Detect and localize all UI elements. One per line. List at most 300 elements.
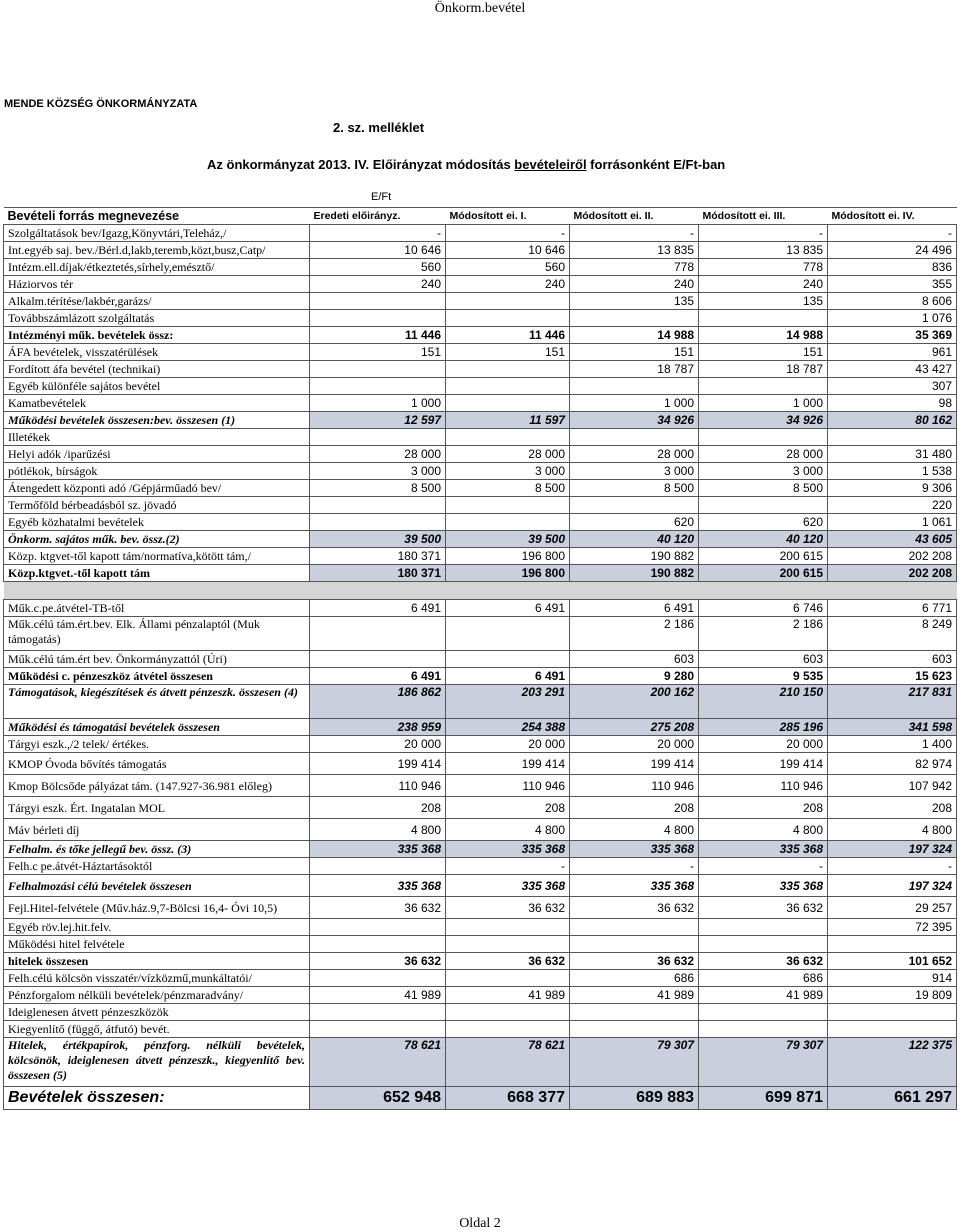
row-value-col5: 217 831 [828, 685, 957, 719]
row-value-col3: 9 280 [570, 668, 699, 685]
row-value-col3: 275 208 [570, 719, 699, 736]
row-value-col4: 4 800 [699, 819, 828, 841]
row-value-col5: 43 427 [828, 361, 957, 378]
row-value-col3 [570, 310, 699, 327]
row-label: Működési hitel felvétele [4, 936, 310, 953]
table-row [4, 242, 957, 259]
title-suffix: forrásonként E/Ft-ban [586, 157, 726, 172]
row-value-col3: 28 000 [570, 446, 699, 463]
table-row [4, 344, 957, 361]
row-value-col3: 778 [570, 259, 699, 276]
row-value-col3 [570, 378, 699, 395]
row-value-col2 [446, 378, 570, 395]
row-value-col5: 1 076 [828, 310, 957, 327]
row-value-col3: 40 120 [570, 531, 699, 548]
row-value-col2: 39 500 [446, 531, 570, 548]
row-value-col4: 200 615 [699, 565, 828, 582]
row-label: Fordított áfa bevétel (technikai) [4, 361, 310, 378]
table-row [4, 531, 957, 548]
row-value-col5: 202 208 [828, 565, 957, 582]
row-value-col1: 12 597 [310, 412, 446, 429]
row-label: Kiegyenlítő (függő, átfutó) bevét. [4, 1021, 310, 1038]
row-value-col4: 210 150 [699, 685, 828, 719]
row-value-col2: 6 491 [446, 668, 570, 685]
row-value-col4: 36 632 [699, 897, 828, 919]
row-value-col2: 240 [446, 276, 570, 293]
row-value-col2: 254 388 [446, 719, 570, 736]
row-value-col1: 151 [310, 344, 446, 361]
table-row [4, 668, 957, 685]
row-value-col5: 208 [828, 797, 957, 819]
spacer-row [4, 582, 957, 600]
row-value-col3: 8 500 [570, 480, 699, 497]
row-value-col4: 34 926 [699, 412, 828, 429]
row-value-col1: 6 491 [310, 668, 446, 685]
row-value-col3: 3 000 [570, 463, 699, 480]
row-value-col2: 11 446 [446, 327, 570, 344]
row-value-col1: 335 368 [310, 875, 446, 897]
table-row [4, 446, 957, 463]
row-value-col2 [446, 936, 570, 953]
row-value-col2: 668 377 [446, 1087, 570, 1110]
col-header-source: Bevételi forrás megnevezése [4, 208, 310, 225]
row-value-col2 [446, 1004, 570, 1021]
row-value-col5: 15 623 [828, 668, 957, 685]
row-value-col4: 28 000 [699, 446, 828, 463]
row-value-col2 [446, 310, 570, 327]
row-value-col5: 355 [828, 276, 957, 293]
row-value-col3: 686 [570, 970, 699, 987]
table-row [4, 480, 957, 497]
row-value-col4: 335 368 [699, 841, 828, 858]
table-row [4, 310, 957, 327]
row-value-col5: 661 297 [828, 1087, 957, 1110]
row-value-col5: 836 [828, 259, 957, 276]
row-value-col2: 20 000 [446, 736, 570, 753]
table-row [4, 378, 957, 395]
row-value-col5: 220 [828, 497, 957, 514]
row-value-col1 [310, 617, 446, 651]
row-value-col5: 1 538 [828, 463, 957, 480]
table-row [4, 600, 957, 617]
row-label: Műk.c.pe.átvétel-TB-től [4, 600, 310, 617]
row-label: Intézm.ell.díjak/étkeztetés,sírhely,emésztő/ [4, 259, 310, 276]
row-value-col3: 135 [570, 293, 699, 310]
row-value-col4: 200 615 [699, 548, 828, 565]
row-label: Műk.célú tám.ért bev. Önkormányzattól (Úri) [4, 651, 310, 668]
row-value-col5: 961 [828, 344, 957, 361]
row-value-col1 [310, 858, 446, 875]
row-value-col3: 20 000 [570, 736, 699, 753]
row-value-col3: 2 186 [570, 617, 699, 651]
col-header-mod4: Módosított ei. IV. [828, 208, 957, 225]
row-label: KMOP Óvoda bővítés támogatás [4, 753, 310, 775]
row-value-col3: 190 882 [570, 565, 699, 582]
row-value-col5: 9 306 [828, 480, 957, 497]
row-value-col1 [310, 1021, 446, 1038]
row-value-col3: 240 [570, 276, 699, 293]
row-value-col2: 110 946 [446, 775, 570, 797]
row-value-col4: 9 535 [699, 668, 828, 685]
row-value-col1: 3 000 [310, 463, 446, 480]
row-value-col3: 110 946 [570, 775, 699, 797]
row-label: Alkalm.térítése/lakbér,garázs/ [4, 293, 310, 310]
spacer-cell [310, 582, 446, 600]
row-value-col4 [699, 429, 828, 446]
row-value-col1: 20 000 [310, 736, 446, 753]
row-value-col4: 240 [699, 276, 828, 293]
table-row [4, 1021, 957, 1038]
row-label: Tárgyi eszk.,/2 telek/ értékes. [4, 736, 310, 753]
row-value-col2: 199 414 [446, 753, 570, 775]
title-prefix: Az önkormányzat 2013. IV. Előirányzat módosítás [207, 157, 515, 172]
row-value-col1 [310, 361, 446, 378]
row-label: Egyéb közhatalmi bevételek [4, 514, 310, 531]
row-value-col4: 335 368 [699, 875, 828, 897]
row-label: Szolgáltatások bev/Igazg,Könyvtári,Teleház,/ [4, 225, 310, 242]
row-value-col2: 335 368 [446, 841, 570, 858]
table-row [4, 395, 957, 412]
table-row [4, 819, 957, 841]
row-value-col1: 180 371 [310, 548, 446, 565]
row-label: Hitelek, értékpapírok, pénzforg. nélküli bevételek, kölcsönök, ideiglenesen átvett pénzeszk., kiegyenlítő bev. összesen (5) [4, 1038, 310, 1087]
table-row [4, 1087, 957, 1110]
row-value-col2: 11 597 [446, 412, 570, 429]
annex-label: 2. sz. melléklet [333, 120, 425, 135]
revenue-table [3, 207, 957, 1110]
table-row [4, 953, 957, 970]
row-value-col4: - [699, 225, 828, 242]
col-header-mod2: Módosított ei. II. [570, 208, 699, 225]
row-value-col4: 199 414 [699, 753, 828, 775]
row-label: Közp.ktgvet.-től kapott tám [4, 565, 310, 582]
row-value-col5 [828, 1004, 957, 1021]
table-row [4, 841, 957, 858]
row-label: Felh.c pe.átvét-Háztartásoktól [4, 858, 310, 875]
row-value-col5 [828, 429, 957, 446]
table-row [4, 463, 957, 480]
row-value-col2: 208 [446, 797, 570, 819]
row-label: Önkorm. sajátos műk. bev. össz.(2) [4, 531, 310, 548]
row-value-col5: 307 [828, 378, 957, 395]
row-value-col4 [699, 310, 828, 327]
row-value-col4: 6 746 [699, 600, 828, 617]
row-value-col4 [699, 1004, 828, 1021]
row-label: Illetékek [4, 429, 310, 446]
row-value-col2 [446, 970, 570, 987]
row-value-col3: 36 632 [570, 897, 699, 919]
table-row [4, 797, 957, 819]
row-value-col3: 200 162 [570, 685, 699, 719]
table-row [4, 327, 957, 344]
row-label: Egyéb különféle sajátos bevétel [4, 378, 310, 395]
row-value-col4: 41 989 [699, 987, 828, 1004]
row-value-col5 [828, 936, 957, 953]
row-value-col3 [570, 936, 699, 953]
row-value-col2 [446, 361, 570, 378]
row-value-col5: 82 974 [828, 753, 957, 775]
row-value-col2: 10 646 [446, 242, 570, 259]
row-label: Működési és támogatási bevételek összesen [4, 719, 310, 736]
row-value-col4: 151 [699, 344, 828, 361]
row-value-col1: 10 646 [310, 242, 446, 259]
row-label: Átengedett központi adó /Gépjárműadó bev/ [4, 480, 310, 497]
row-value-col5: - [828, 858, 957, 875]
row-value-col2 [446, 1021, 570, 1038]
row-label: Bevételek összesen: [4, 1087, 310, 1110]
row-value-col3: 14 988 [570, 327, 699, 344]
table-row [4, 736, 957, 753]
row-value-col5: 341 598 [828, 719, 957, 736]
table-row [4, 775, 957, 797]
table-row [4, 225, 957, 242]
row-value-col4: 603 [699, 651, 828, 668]
row-value-col3: 13 835 [570, 242, 699, 259]
row-value-col5: - [828, 225, 957, 242]
row-value-col5: 4 800 [828, 819, 957, 841]
row-value-col3: 603 [570, 651, 699, 668]
row-value-col1: 28 000 [310, 446, 446, 463]
row-value-col1: 4 800 [310, 819, 446, 841]
row-value-col1: 560 [310, 259, 446, 276]
row-value-col4 [699, 497, 828, 514]
row-value-col4: 20 000 [699, 736, 828, 753]
row-label: Közp. ktgvet-től kapott tám/normatíva,kötött tám,/ [4, 548, 310, 565]
row-value-col5: 98 [828, 395, 957, 412]
col-header-original: Eredeti előirányz. [310, 208, 446, 225]
row-value-col5: 6 771 [828, 600, 957, 617]
row-value-col2: - [446, 858, 570, 875]
row-value-col3: 335 368 [570, 875, 699, 897]
row-label: Továbbszámlázott szolgáltatás [4, 310, 310, 327]
row-value-col1 [310, 514, 446, 531]
row-value-col3 [570, 1021, 699, 1038]
row-value-col2: 151 [446, 344, 570, 361]
row-value-col4: 1 000 [699, 395, 828, 412]
row-value-col5: 1 061 [828, 514, 957, 531]
row-value-col5: 107 942 [828, 775, 957, 797]
title-underlined: bevételeiről [514, 157, 587, 172]
row-label: Int.egyéb saj. bev./Bérl.d,lakb,teremb,közt,busz,Catp/ [4, 242, 310, 259]
row-value-col3: - [570, 858, 699, 875]
row-value-col4: 14 988 [699, 327, 828, 344]
row-label: Műk.célú tám.ért.bev. Elk. Állami pénzalaptól (Muk támogatás) [4, 617, 310, 651]
row-label: Működési bevételek összesen:bev. összesen (1) [4, 412, 310, 429]
row-value-col4: 135 [699, 293, 828, 310]
row-value-col2: 36 632 [446, 897, 570, 919]
row-value-col2: 335 368 [446, 875, 570, 897]
row-value-col4: 620 [699, 514, 828, 531]
row-value-col1: 36 632 [310, 953, 446, 970]
col-header-mod3: Módosított ei. III. [699, 208, 828, 225]
table-row [4, 565, 957, 582]
row-value-col1 [310, 1004, 446, 1021]
row-value-col2 [446, 497, 570, 514]
row-value-col4: 686 [699, 970, 828, 987]
row-value-col1: 238 959 [310, 719, 446, 736]
row-label: Felhalm. és tőke jellegű bev. össz. (3) [4, 841, 310, 858]
spacer-cell [828, 582, 957, 600]
row-value-col3: - [570, 225, 699, 242]
row-value-col3 [570, 1004, 699, 1021]
row-value-col4 [699, 936, 828, 953]
row-value-col1 [310, 497, 446, 514]
row-value-col1 [310, 936, 446, 953]
row-value-col3: 18 787 [570, 361, 699, 378]
table-row [4, 514, 957, 531]
row-value-col1: 199 414 [310, 753, 446, 775]
table-row [4, 617, 957, 651]
row-label: Helyi adók /iparűzési [4, 446, 310, 463]
row-value-col1 [310, 378, 446, 395]
row-value-col4 [699, 919, 828, 936]
spacer-cell [570, 582, 699, 600]
row-label: Máv bérleti díj [4, 819, 310, 841]
row-value-col1 [310, 651, 446, 668]
row-label: Működési c. pénzeszköz átvétel összesen [4, 668, 310, 685]
row-value-col5: 72 395 [828, 919, 957, 936]
row-value-col5: 80 162 [828, 412, 957, 429]
table-row [4, 412, 957, 429]
row-value-col3 [570, 919, 699, 936]
row-value-col1: 78 621 [310, 1038, 446, 1087]
row-value-col5: 197 324 [828, 875, 957, 897]
row-value-col2: 41 989 [446, 987, 570, 1004]
row-value-col3: 4 800 [570, 819, 699, 841]
row-value-col2: 6 491 [446, 600, 570, 617]
row-value-col5: 24 496 [828, 242, 957, 259]
table-row [4, 875, 957, 897]
row-value-col5 [828, 1021, 957, 1038]
row-value-col2 [446, 617, 570, 651]
row-value-col5: 202 208 [828, 548, 957, 565]
row-value-col2: 203 291 [446, 685, 570, 719]
table-row [4, 651, 957, 668]
row-value-col3: 335 368 [570, 841, 699, 858]
row-value-col5: 914 [828, 970, 957, 987]
row-value-col4: 13 835 [699, 242, 828, 259]
row-value-col2: 196 800 [446, 565, 570, 582]
page-footer: Oldal 2 [459, 1216, 501, 1231]
spacer-cell [4, 582, 310, 600]
unit-label: E/Ft [371, 191, 392, 203]
row-label: Támogatások, kiegészítések és átvett pénzeszk. összesen (4) [4, 685, 310, 719]
row-value-col1 [310, 970, 446, 987]
row-value-col1: 36 632 [310, 897, 446, 919]
table-row [4, 685, 957, 719]
row-value-col1 [310, 310, 446, 327]
row-value-col1 [310, 293, 446, 310]
row-value-col2: 4 800 [446, 819, 570, 841]
row-value-col5: 29 257 [828, 897, 957, 919]
row-value-col3: 34 926 [570, 412, 699, 429]
row-value-col5: 8 249 [828, 617, 957, 651]
row-value-col1: 240 [310, 276, 446, 293]
table-row [4, 858, 957, 875]
row-value-col4: 110 946 [699, 775, 828, 797]
row-value-col4 [699, 378, 828, 395]
row-value-col3: 208 [570, 797, 699, 819]
row-value-col5: 197 324 [828, 841, 957, 858]
row-label: Fejl.Hitel-felvétele (Műv.ház.9,7-Bölcsi 16,4- Óvi 10,5) [4, 897, 310, 919]
row-value-col5: 122 375 [828, 1038, 957, 1087]
row-value-col1 [310, 429, 446, 446]
row-value-col2: 196 800 [446, 548, 570, 565]
row-value-col4: 285 196 [699, 719, 828, 736]
row-value-col2: 560 [446, 259, 570, 276]
row-label: Kmop Bölcsőde pályázat tám. (147.927-36.981 előleg) [4, 775, 310, 797]
row-value-col5: 1 400 [828, 736, 957, 753]
row-label: Pénzforgalom nélküli bevételek/pénzmaradvány/ [4, 987, 310, 1004]
row-value-col3: 199 414 [570, 753, 699, 775]
row-value-col3: 689 883 [570, 1087, 699, 1110]
row-value-col4: 2 186 [699, 617, 828, 651]
table-row [4, 548, 957, 565]
municipality-name: MENDE KÖZSÉG ÖNKORMÁNYZATA [4, 98, 198, 110]
row-value-col5: 35 369 [828, 327, 957, 344]
table-row [4, 970, 957, 987]
row-value-col4: 699 871 [699, 1087, 828, 1110]
row-value-col4: 40 120 [699, 531, 828, 548]
row-value-col1: 39 500 [310, 531, 446, 548]
row-label: ÁFA bevételek, visszatérülések [4, 344, 310, 361]
row-value-col5: 8 606 [828, 293, 957, 310]
row-value-col4: 79 307 [699, 1038, 828, 1087]
row-value-col1: 186 862 [310, 685, 446, 719]
row-value-col1: 1 000 [310, 395, 446, 412]
row-value-col3: 6 491 [570, 600, 699, 617]
row-label: Felhalmozási célú bevételek összesen [4, 875, 310, 897]
row-value-col2: - [446, 225, 570, 242]
row-label: Intézményi műk. bevételek össz: [4, 327, 310, 344]
row-value-col4: 778 [699, 259, 828, 276]
row-value-col2 [446, 293, 570, 310]
row-label: Termőföld bérbeadásból sz. jövadó [4, 497, 310, 514]
row-value-col2 [446, 429, 570, 446]
row-label: Felh.célú kölcsön visszatér/vízközmű,munkáltatói/ [4, 970, 310, 987]
row-value-col3: 41 989 [570, 987, 699, 1004]
row-value-col2: 3 000 [446, 463, 570, 480]
row-value-col4 [699, 1021, 828, 1038]
row-value-col1: 8 500 [310, 480, 446, 497]
table-row [4, 1038, 957, 1087]
row-value-col1: 11 446 [310, 327, 446, 344]
row-value-col4: 8 500 [699, 480, 828, 497]
row-value-col1: 180 371 [310, 565, 446, 582]
row-value-col2: 78 621 [446, 1038, 570, 1087]
row-value-col4: 18 787 [699, 361, 828, 378]
row-value-col1: 110 946 [310, 775, 446, 797]
row-value-col5: 101 652 [828, 953, 957, 970]
table-row [4, 293, 957, 310]
table-row [4, 719, 957, 736]
row-value-col5: 19 809 [828, 987, 957, 1004]
row-value-col3: 79 307 [570, 1038, 699, 1087]
row-label: hitelek összesen [4, 953, 310, 970]
row-value-col5: 603 [828, 651, 957, 668]
row-label: Ideiglenesen átvett pénzeszközök [4, 1004, 310, 1021]
table-row [4, 753, 957, 775]
row-value-col4: - [699, 858, 828, 875]
row-value-col1: 335 368 [310, 841, 446, 858]
table-row [4, 497, 957, 514]
row-value-col2: 36 632 [446, 953, 570, 970]
row-value-col2 [446, 395, 570, 412]
spacer-cell [699, 582, 828, 600]
row-value-col3: 36 632 [570, 953, 699, 970]
row-label: Háziorvos tér [4, 276, 310, 293]
table-row [4, 361, 957, 378]
